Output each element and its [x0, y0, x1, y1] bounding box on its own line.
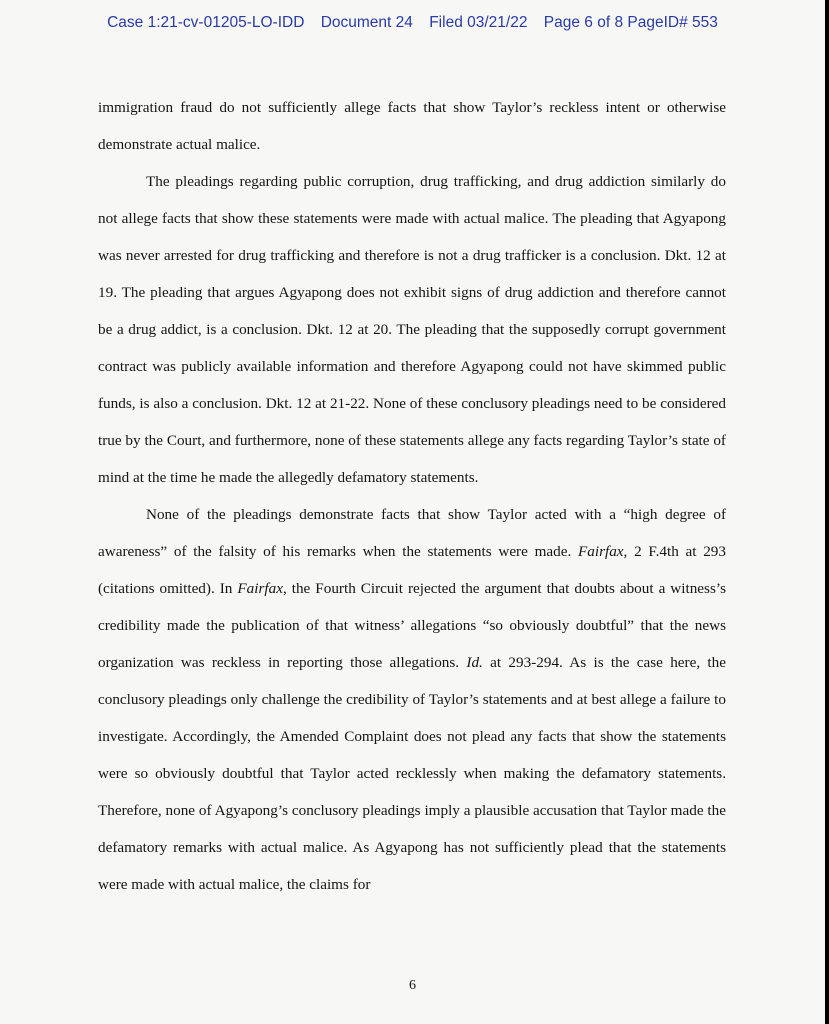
document-body — [98, 89, 726, 903]
header-case-number: Case 1:21-cv-01205-LO-IDD — [107, 14, 305, 31]
paragraph-text: , the Fourth Circuit rejected the argument that doubts about a witness’s credibility made the publication of that witness’ allegations “so obviously doubtful” that the news organization was reckless in reporting those allegations. — [98, 580, 726, 671]
header-page-info: Page 6 of 8 PageID# 553 — [543, 14, 718, 31]
header-filed-date: Filed 03/21/22 — [429, 14, 528, 31]
body-paragraph — [98, 163, 726, 496]
italic-citation: Id. — [466, 654, 483, 671]
page-number: 6 — [409, 978, 416, 993]
italic-citation: Fairfax — [577, 543, 624, 560]
filing-header — [0, 14, 825, 32]
paragraph-text: The pleadings regarding public corruption, drug trafficking, and drug addiction similarly do not allege facts that show these statements were made with actual malice. The pleading that Agyapong was never arrested for drug trafficking and therefore is not a drug trafficker is a conclusion. Dkt. 12 at 19. The pleading that argues Agyapong does not exhibit signs of drug addiction and therefore cannot be a drug addict, is a conclusion. Dkt. 12 at 20. The pleading that the supposedly corrupt government contract was publicly available information and therefore Agyapong could not have skimmed public funds, is also a conclusion. Dkt. 12 at 21-22. None of these conclusory pleadings need to be considered true by the Court, and furthermore, none of these statements allege any facts regarding Taylor’s state of mind at the time he made the allegedly defamatory statements. — [98, 173, 726, 486]
paragraph-text: at 293-294. As is the case here, the conclusory pleadings only challenge the credibility of Taylor’s statements and at best allege a failure to investigate. Accordingly, the Amended Complaint does not plead any facts that show the statements were so obviously doubtful that Taylor acted recklessly when making the defamatory statements. Therefore, none of Agyapong’s conclusory pleadings imply a plausible accusation that Taylor made the defamatory remarks with actual malice. As Agyapong has not sufficiently plead that the statements were made with actual malice, the claims for — [98, 654, 726, 893]
italic-citation: Fairfax — [237, 580, 283, 597]
paragraph-text: immigration fraud do not sufficiently allege facts that show Taylor’s reckless intent or otherwise demonstrate actual malice. — [98, 99, 726, 153]
paragraph-text: , 2 F.4th at 293 (citations omitted). In — [98, 543, 726, 597]
paragraph-text: None of the pleadings demonstrate facts that show Taylor acted with a “high degree of awareness” of the falsity of his remarks when the statements were made. — [98, 506, 726, 560]
body-paragraph — [98, 89, 726, 163]
header-document-number: Document 24 — [320, 14, 413, 31]
body-paragraph — [98, 496, 726, 903]
